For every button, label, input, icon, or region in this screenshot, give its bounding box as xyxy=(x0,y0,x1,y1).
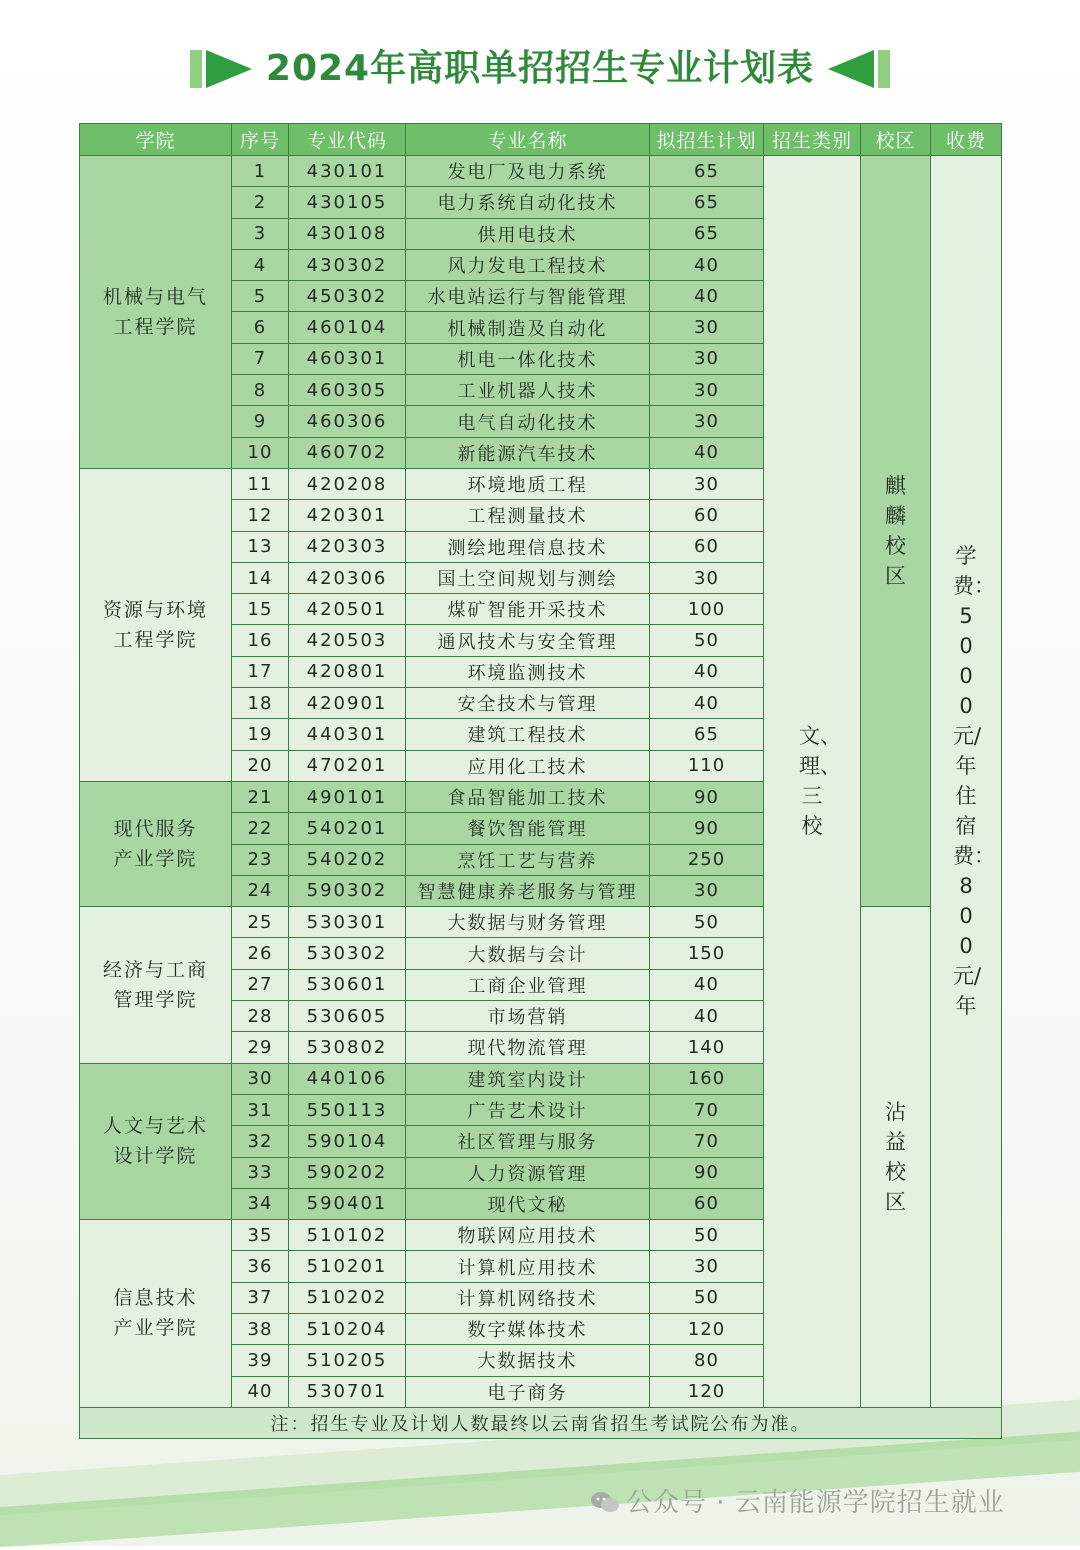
serial-number: 4 xyxy=(232,249,289,280)
major-code: 460702 xyxy=(289,437,406,468)
serial-number: 22 xyxy=(232,813,289,844)
planned-enrollment: 100 xyxy=(650,594,764,625)
major-code: 460305 xyxy=(289,375,406,406)
serial-number: 6 xyxy=(232,312,289,343)
major-name: 大数据与会计 xyxy=(406,938,650,969)
major-name: 食品智能加工技术 xyxy=(406,781,650,812)
major-name: 环境监测技术 xyxy=(406,656,650,687)
serial-number: 39 xyxy=(232,1345,289,1376)
college-name xyxy=(80,781,232,906)
major-name: 供用电技术 xyxy=(406,218,650,249)
serial-number: 9 xyxy=(232,406,289,437)
campus-cell xyxy=(861,907,931,1408)
major-code: 530802 xyxy=(289,1032,406,1063)
major-code: 420303 xyxy=(289,531,406,562)
planned-enrollment: 90 xyxy=(650,813,764,844)
major-code: 460104 xyxy=(289,312,406,343)
serial-number: 8 xyxy=(232,375,289,406)
major-code: 420801 xyxy=(289,656,406,687)
major-code: 510204 xyxy=(289,1313,406,1344)
serial-number: 5 xyxy=(232,281,289,312)
planned-enrollment: 250 xyxy=(650,844,764,875)
major-code: 530601 xyxy=(289,969,406,1000)
major-code: 510201 xyxy=(289,1251,406,1282)
serial-number: 38 xyxy=(232,1313,289,1344)
serial-number: 25 xyxy=(232,907,289,938)
planned-enrollment: 50 xyxy=(650,1220,764,1251)
major-code: 540202 xyxy=(289,844,406,875)
serial-number: 37 xyxy=(232,1282,289,1313)
planned-enrollment: 30 xyxy=(650,312,764,343)
planned-enrollment: 30 xyxy=(650,562,764,593)
serial-number: 13 xyxy=(232,531,289,562)
major-name: 电气自动化技术 xyxy=(406,406,650,437)
planned-enrollment: 30 xyxy=(650,406,764,437)
major-code: 530301 xyxy=(289,907,406,938)
major-name: 现代文秘 xyxy=(406,1188,650,1219)
planned-enrollment: 30 xyxy=(650,343,764,374)
major-name: 计算机网络技术 xyxy=(406,1282,650,1313)
major-code: 550113 xyxy=(289,1094,406,1125)
serial-number: 27 xyxy=(232,969,289,1000)
major-name: 电力系统自动化技术 xyxy=(406,187,650,218)
header-major-name: 专业名称 xyxy=(406,124,650,156)
serial-number: 40 xyxy=(232,1376,289,1407)
fees-text: 学费：5000元/年 住宿费：800元/年 xyxy=(953,544,995,1019)
college-name-line2: 工程学院 xyxy=(113,315,198,338)
college-name xyxy=(80,156,232,469)
serial-number: 7 xyxy=(232,343,289,374)
campus-name: 沾益校区 xyxy=(885,1100,906,1214)
major-name: 新能源汽车技术 xyxy=(406,437,650,468)
major-name: 风力发电工程技术 xyxy=(406,249,650,280)
planned-enrollment: 65 xyxy=(650,719,764,750)
serial-number: 31 xyxy=(232,1094,289,1125)
major-name: 国土空间规划与测绘 xyxy=(406,562,650,593)
planned-enrollment: 40 xyxy=(650,1001,764,1032)
planned-enrollment: 50 xyxy=(650,907,764,938)
major-code: 530302 xyxy=(289,938,406,969)
planned-enrollment: 40 xyxy=(650,437,764,468)
planned-enrollment: 60 xyxy=(650,531,764,562)
major-name: 人力资源管理 xyxy=(406,1157,650,1188)
major-name: 环境地质工程 xyxy=(406,468,650,499)
planned-enrollment: 70 xyxy=(650,1094,764,1125)
header-category: 招生类别 xyxy=(764,124,861,156)
college-name-line2: 工程学院 xyxy=(113,628,198,651)
serial-number: 30 xyxy=(232,1063,289,1094)
planned-enrollment: 110 xyxy=(650,750,764,781)
planned-enrollment: 30 xyxy=(650,1251,764,1282)
planned-enrollment: 60 xyxy=(650,500,764,531)
planned-enrollment: 120 xyxy=(650,1376,764,1407)
major-name: 机械制造及自动化 xyxy=(406,312,650,343)
major-name: 发电厂及电力系统 xyxy=(406,156,650,187)
serial-number: 1 xyxy=(232,156,289,187)
planned-enrollment: 30 xyxy=(650,468,764,499)
footnote: 注：招生专业及计划人数最终以云南省招生考试院公布为准。 xyxy=(80,1407,1002,1438)
major-name: 水电站运行与智能管理 xyxy=(406,281,650,312)
major-code: 420503 xyxy=(289,625,406,656)
major-name: 大数据技术 xyxy=(406,1345,650,1376)
college-name xyxy=(80,1220,232,1408)
planned-enrollment: 150 xyxy=(650,938,764,969)
major-name: 电子商务 xyxy=(406,1376,650,1407)
major-code: 460301 xyxy=(289,343,406,374)
serial-number: 23 xyxy=(232,844,289,875)
planned-enrollment: 65 xyxy=(650,156,764,187)
major-code: 450302 xyxy=(289,281,406,312)
header-college: 学院 xyxy=(80,124,232,156)
planned-enrollment: 120 xyxy=(650,1313,764,1344)
serial-number: 33 xyxy=(232,1157,289,1188)
title-banner xyxy=(190,44,890,94)
college-name-line1: 资源与环境 xyxy=(102,598,208,621)
category-cell xyxy=(764,156,861,1408)
college-name-line2: 设计学院 xyxy=(113,1145,198,1168)
major-code: 420501 xyxy=(289,594,406,625)
college-name-line1: 人文与艺术 xyxy=(102,1115,208,1138)
planned-enrollment: 90 xyxy=(650,1157,764,1188)
table-row xyxy=(80,907,1002,938)
header-campus: 校区 xyxy=(861,124,931,156)
major-code: 430108 xyxy=(289,218,406,249)
college-name-line1: 经济与工商 xyxy=(102,958,208,981)
college-name-line1: 机械与电气 xyxy=(102,285,208,308)
planned-enrollment: 40 xyxy=(650,969,764,1000)
serial-number: 2 xyxy=(232,187,289,218)
major-name: 广告艺术设计 xyxy=(406,1094,650,1125)
major-code: 440301 xyxy=(289,719,406,750)
planned-enrollment: 50 xyxy=(650,1282,764,1313)
planned-enrollment: 50 xyxy=(650,625,764,656)
major-name: 工商企业管理 xyxy=(406,969,650,1000)
serial-number: 21 xyxy=(232,781,289,812)
major-code: 490101 xyxy=(289,781,406,812)
major-name: 通风技术与安全管理 xyxy=(406,625,650,656)
major-code: 420301 xyxy=(289,500,406,531)
major-code: 530605 xyxy=(289,1001,406,1032)
major-name: 物联网应用技术 xyxy=(406,1220,650,1251)
arrow-right-icon xyxy=(190,44,252,94)
college-name xyxy=(80,907,232,1063)
serial-number: 3 xyxy=(232,218,289,249)
major-code: 470201 xyxy=(289,750,406,781)
college-name-line1: 信息技术 xyxy=(113,1287,198,1310)
serial-number: 32 xyxy=(232,1126,289,1157)
major-code: 510205 xyxy=(289,1345,406,1376)
major-code: 590104 xyxy=(289,1126,406,1157)
major-name: 智慧健康养老服务与管理 xyxy=(406,875,650,906)
planned-enrollment: 65 xyxy=(650,187,764,218)
wechat-icon xyxy=(590,1490,620,1514)
planned-enrollment: 30 xyxy=(650,875,764,906)
planned-enrollment: 70 xyxy=(650,1126,764,1157)
arrow-left-icon xyxy=(828,44,890,94)
major-code: 510202 xyxy=(289,1282,406,1313)
major-code: 460306 xyxy=(289,406,406,437)
planned-enrollment: 140 xyxy=(650,1032,764,1063)
major-name: 煤矿智能开采技术 xyxy=(406,594,650,625)
serial-number: 12 xyxy=(232,500,289,531)
campus-name: 麒麟校区 xyxy=(885,474,906,589)
planned-enrollment: 80 xyxy=(650,1345,764,1376)
serial-number: 29 xyxy=(232,1032,289,1063)
planned-enrollment: 40 xyxy=(650,656,764,687)
major-name: 大数据与财务管理 xyxy=(406,907,650,938)
major-name: 社区管理与服务 xyxy=(406,1126,650,1157)
planned-enrollment: 30 xyxy=(650,375,764,406)
serial-number: 28 xyxy=(232,1001,289,1032)
major-name: 数字媒体技术 xyxy=(406,1313,650,1344)
header-number: 序号 xyxy=(232,124,289,156)
major-code: 510102 xyxy=(289,1220,406,1251)
serial-number: 34 xyxy=(232,1188,289,1219)
serial-number: 16 xyxy=(232,625,289,656)
major-code: 430105 xyxy=(289,187,406,218)
major-name: 市场营销 xyxy=(406,1001,650,1032)
watermark xyxy=(590,1482,1005,1522)
major-code: 420208 xyxy=(289,468,406,499)
header-fees: 收费 xyxy=(931,124,1002,156)
planned-enrollment: 40 xyxy=(650,249,764,280)
college-name xyxy=(80,468,232,781)
major-name: 测绘地理信息技术 xyxy=(406,531,650,562)
major-code: 590202 xyxy=(289,1157,406,1188)
college-name xyxy=(80,1063,232,1219)
planned-enrollment: 40 xyxy=(650,688,764,719)
major-code: 420901 xyxy=(289,688,406,719)
header-major-code: 专业代码 xyxy=(289,124,406,156)
major-name: 烹饪工艺与营养 xyxy=(406,844,650,875)
fees-cell xyxy=(931,156,1002,1408)
note-row xyxy=(80,1407,1002,1438)
college-name-line1: 现代服务 xyxy=(113,818,198,841)
major-name: 计算机应用技术 xyxy=(406,1251,650,1282)
serial-number: 18 xyxy=(232,688,289,719)
major-code: 440106 xyxy=(289,1063,406,1094)
serial-number: 10 xyxy=(232,437,289,468)
serial-number: 24 xyxy=(232,875,289,906)
serial-number: 26 xyxy=(232,938,289,969)
page-title: 2024年高职单招招生专业计划表 xyxy=(265,48,815,89)
major-name: 工业机器人技术 xyxy=(406,375,650,406)
enrollment-plan-table xyxy=(79,123,1002,1439)
planned-enrollment: 160 xyxy=(650,1063,764,1094)
major-name: 现代物流管理 xyxy=(406,1032,650,1063)
serial-number: 14 xyxy=(232,562,289,593)
serial-number: 20 xyxy=(232,750,289,781)
serial-number: 19 xyxy=(232,719,289,750)
planned-enrollment: 65 xyxy=(650,218,764,249)
college-name-line2: 管理学院 xyxy=(113,988,198,1011)
table-header-row xyxy=(80,124,1002,156)
major-code: 530701 xyxy=(289,1376,406,1407)
major-code: 430101 xyxy=(289,156,406,187)
serial-number: 36 xyxy=(232,1251,289,1282)
major-name: 建筑室内设计 xyxy=(406,1063,650,1094)
major-name: 应用化工技术 xyxy=(406,750,650,781)
header-plan: 拟招生计划 xyxy=(650,124,764,156)
major-name: 安全技术与管理 xyxy=(406,688,650,719)
major-name: 建筑工程技术 xyxy=(406,719,650,750)
planned-enrollment: 90 xyxy=(650,781,764,812)
serial-number: 17 xyxy=(232,656,289,687)
major-name: 机电一体化技术 xyxy=(406,343,650,374)
serial-number: 15 xyxy=(232,594,289,625)
planned-enrollment: 40 xyxy=(650,281,764,312)
major-code: 540201 xyxy=(289,813,406,844)
table-row xyxy=(80,156,1002,187)
serial-number: 11 xyxy=(232,468,289,499)
planned-enrollment: 60 xyxy=(650,1188,764,1219)
campus-cell xyxy=(861,156,931,907)
major-code: 430302 xyxy=(289,249,406,280)
major-code: 590302 xyxy=(289,875,406,906)
major-name: 餐饮智能管理 xyxy=(406,813,650,844)
college-name-line2: 产业学院 xyxy=(113,848,198,871)
major-code: 420306 xyxy=(289,562,406,593)
major-name: 工程测量技术 xyxy=(406,500,650,531)
college-name-line2: 产业学院 xyxy=(113,1317,198,1340)
major-code: 590401 xyxy=(289,1188,406,1219)
category-text: 文、理、三校 xyxy=(799,724,841,839)
watermark-text: 公众号 · 云南能源学院招生就业 xyxy=(626,1488,1005,1518)
serial-number: 35 xyxy=(232,1220,289,1251)
